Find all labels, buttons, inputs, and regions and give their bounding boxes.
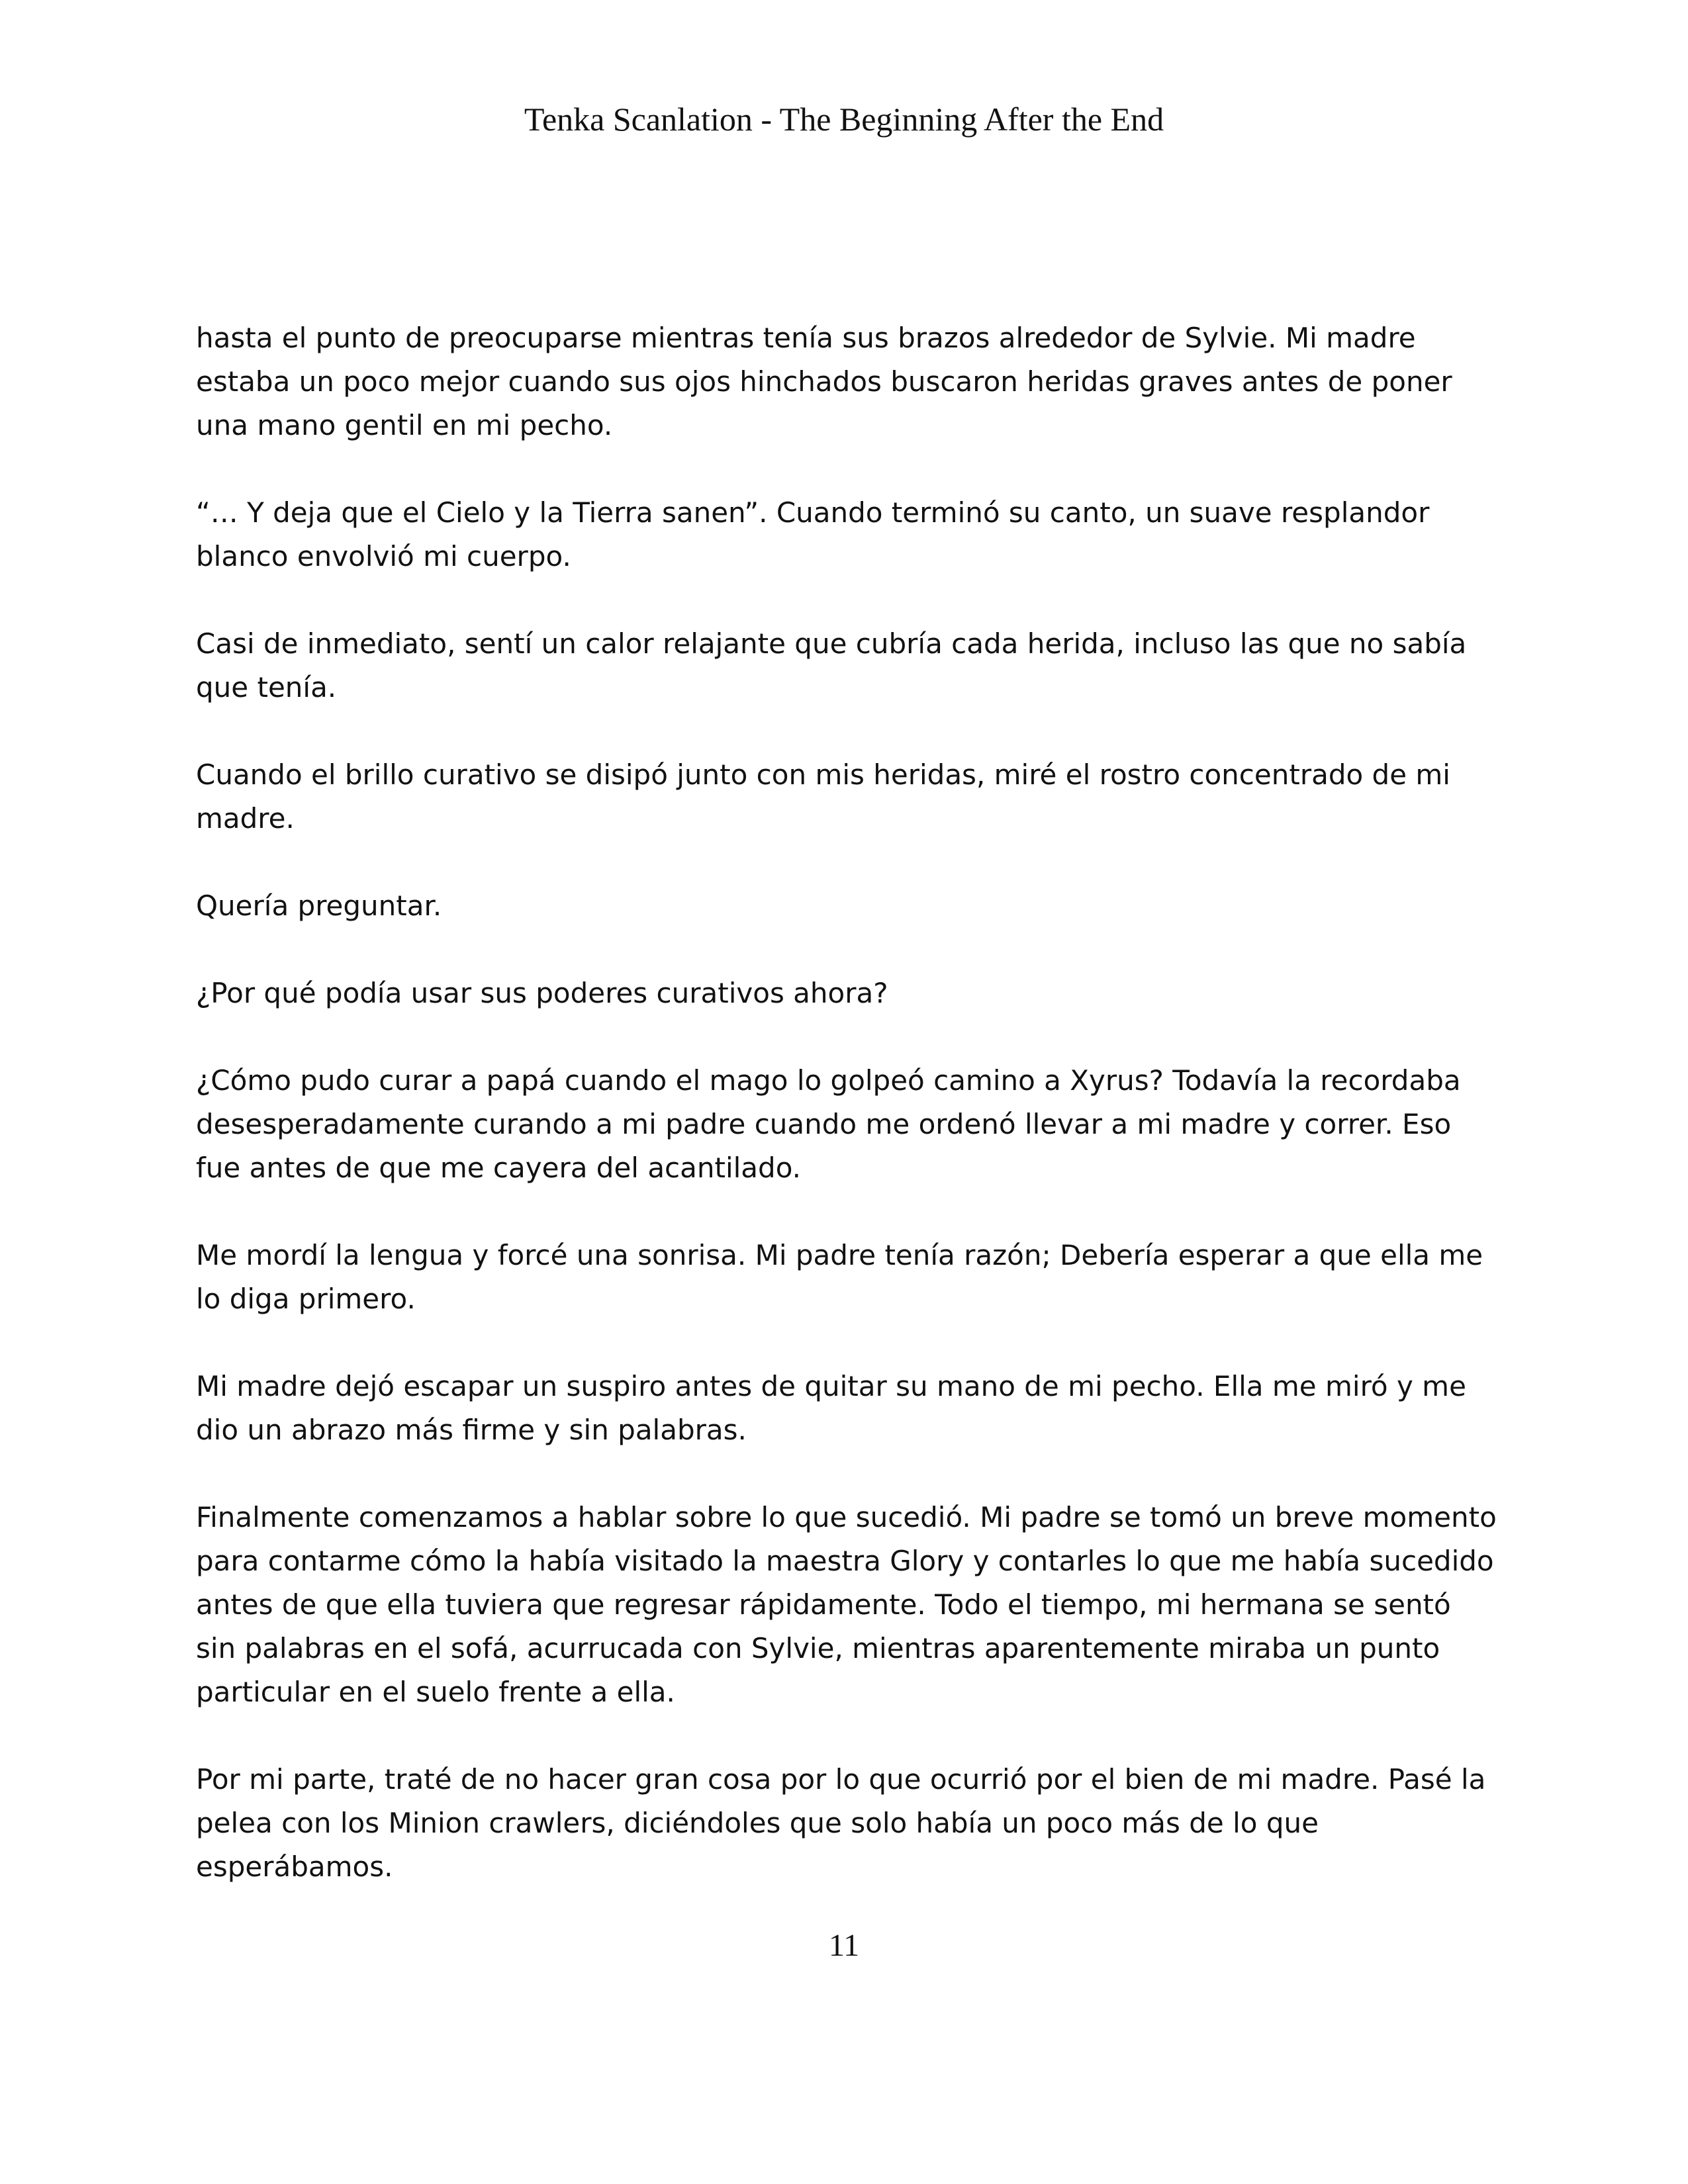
paragraph: Me mordí la lengua y forcé una sonrisa. Mi padre tenía razón; Debería esperar a que ella me lo diga primero. [196, 1239, 1483, 1315]
paragraph: ¿Cómo pudo curar a papá cuando el mago lo golpeó camino a Xyrus? Todavía la recordaba desesperadamente curando a mi padre cuando me ordenó llevar a mi madre y correr. Eso fue antes de que me cayera del acantilado. [196, 1064, 1461, 1184]
page-header-title: Tenka Scanlation - The Beginning After the End [524, 101, 1164, 138]
paragraph: “… Y deja que el Cielo y la Tierra sanen”. Cuando terminó su canto, un suave resplandor blanco envolvió mi cuerpo. [196, 496, 1430, 572]
paragraph: hasta el punto de preocuparse mientras tenía sus brazos alrededor de Sylvie. Mi madre estaba un poco mejor cuando sus ojos hinchados buscaron heridas graves antes de poner una mano gentil en mi pecho. [196, 322, 1452, 441]
paragraph: Mi madre dejó escapar un suspiro antes de quitar su mano de mi pecho. Ella me miró y me dio un abrazo más firme y sin palabras. [196, 1370, 1466, 1446]
paragraph: Cuando el brillo curativo se disipó junto con mis heridas, miré el rostro concentrado de mi madre. [196, 758, 1450, 835]
paragraph: ¿Por qué podía usar sus poderes curativos ahora? [196, 977, 888, 1009]
page-number: 11 [828, 1928, 860, 1963]
paragraph: Finalmente comenzamos a hablar sobre lo que sucedió. Mi padre se tomó un breve momento para contarme cómo la había visitado la maestra Glory y contarles lo que me había sucedido antes de que ella tuviera que regresar rápidamente. Todo el tiempo, mi hermana se sentó sin palabras en el sofá, acurrucada con Sylvie, mientras aparentemente miraba un punto particular en el suelo frente a ella. [196, 1501, 1497, 1708]
paragraph: Casi de inmediato, sentí un calor relajante que cubría cada herida, incluso las que no sabía que tenía. [196, 627, 1467, 704]
document-body [196, 316, 1497, 1933]
paragraph: Por mi parte, traté de no hacer gran cosa por lo que ocurrió por el bien de mi madre. Pasé la pelea con los Minion crawlers, diciéndoles que solo había un poco más de lo que esperábamos. [196, 1763, 1486, 1883]
paragraph: Quería preguntar. [196, 889, 442, 922]
